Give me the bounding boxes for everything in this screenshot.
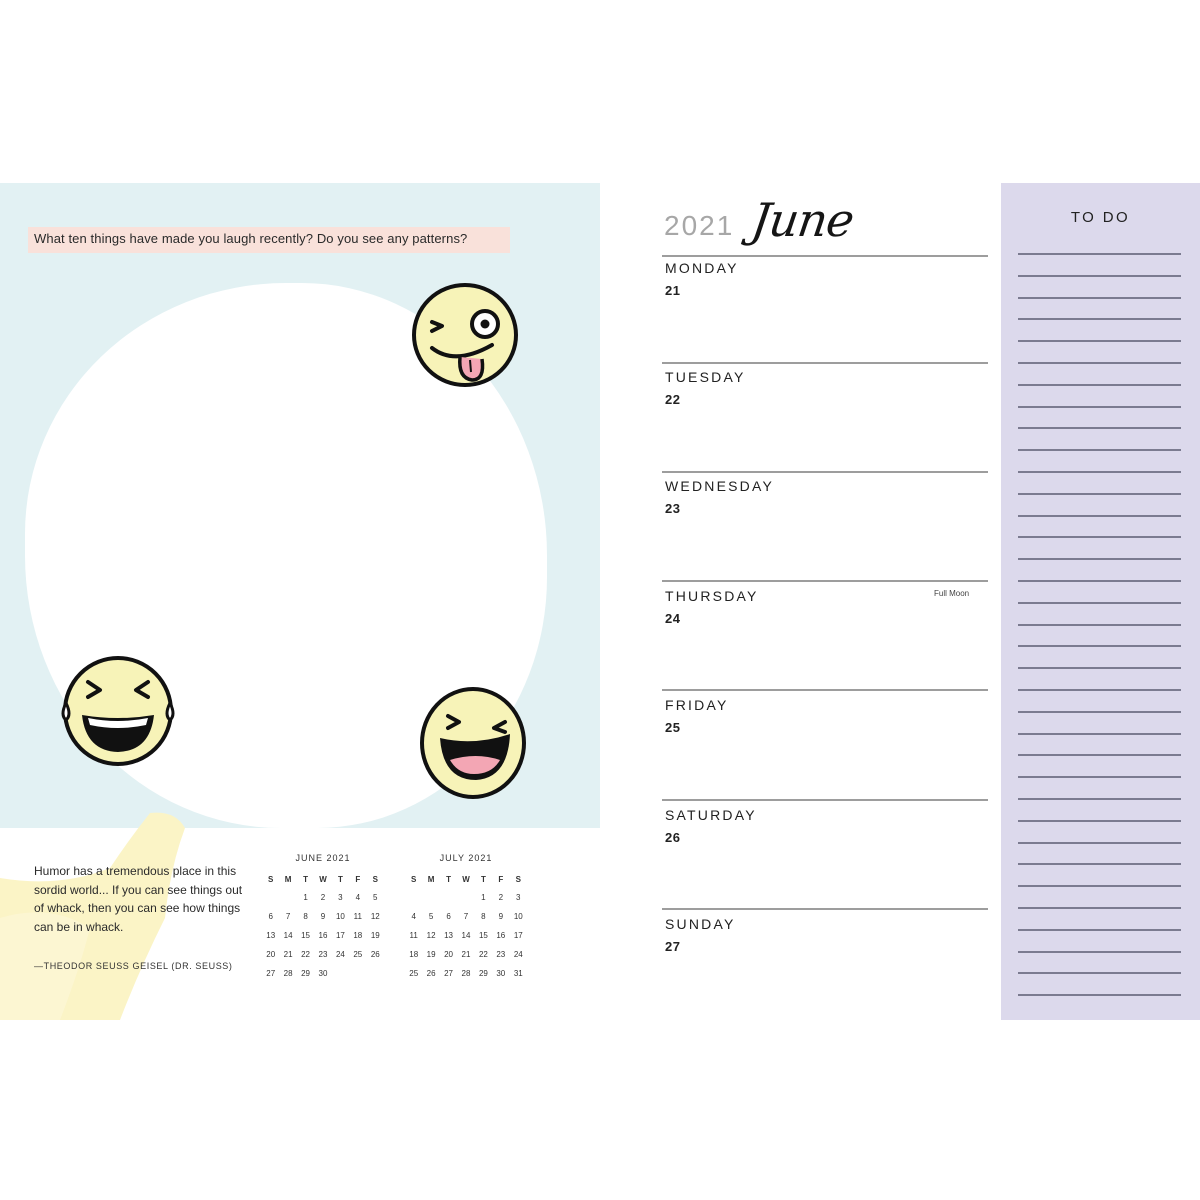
calendar-day-cell[interactable]: 21 — [283, 950, 293, 959]
calendar-day-cell[interactable]: 14 — [461, 931, 471, 940]
weekday-header: S — [268, 874, 274, 884]
todo-line[interactable] — [1018, 645, 1181, 647]
day-number-wednesday[interactable]: 23 — [665, 501, 681, 516]
todo-line[interactable] — [1018, 929, 1181, 931]
weekday-header: S — [411, 874, 417, 884]
todo-line[interactable] — [1018, 471, 1181, 473]
calendar-day-cell[interactable]: 5 — [373, 893, 378, 902]
laughing-emoji-icon — [418, 686, 528, 800]
day-number-monday[interactable]: 21 — [665, 283, 681, 298]
todo-line[interactable] — [1018, 667, 1181, 669]
calendar-day-cell[interactable]: 15 — [301, 931, 310, 940]
calendar-day-cell[interactable]: 13 — [444, 931, 453, 940]
calendar-day-cell[interactable]: 19 — [426, 950, 436, 959]
calendar-day-cell[interactable]: 17 — [513, 931, 523, 940]
todo-line[interactable] — [1018, 536, 1181, 538]
todo-line[interactable] — [1018, 362, 1181, 364]
calendar-week-row — [262, 964, 384, 983]
todo-line[interactable] — [1018, 885, 1181, 887]
mini-calendar-grid — [262, 870, 384, 983]
todo-title: TO DO — [1070, 209, 1131, 226]
calendar-day-cell — [332, 964, 349, 983]
calendar-day-cell[interactable]: 17 — [335, 931, 345, 940]
mini-calendar-june — [262, 853, 384, 983]
calendar-day-cell[interactable]: 2 — [320, 893, 326, 902]
calendar-day-cell[interactable]: 15 — [478, 931, 488, 940]
calendar-day-cell[interactable]: 1 — [303, 893, 308, 902]
todo-line[interactable] — [1018, 624, 1181, 626]
calendar-week-row — [405, 926, 527, 945]
calendar-day-cell[interactable]: 16 — [496, 931, 506, 940]
calendar-day-cell[interactable]: 28 — [283, 969, 293, 978]
calendar-day-cell[interactable]: 27 — [444, 969, 453, 978]
calendar-week-row — [262, 888, 384, 907]
calendar-day-cell[interactable]: 24 — [335, 950, 345, 959]
mini-calendar-title: JULY 2021 — [439, 853, 493, 863]
calendar-day-cell[interactable]: 16 — [318, 931, 328, 940]
day-name-tuesday: TUESDAY — [665, 369, 746, 385]
calendar-day-cell[interactable]: 4 — [411, 912, 416, 921]
calendar-day-cell[interactable]: 2 — [498, 893, 504, 902]
todo-line[interactable] — [1018, 427, 1181, 429]
todo-line[interactable] — [1018, 733, 1181, 735]
todo-line[interactable] — [1018, 994, 1181, 996]
todo-line[interactable] — [1018, 602, 1181, 604]
calendar-day-cell[interactable]: 24 — [513, 950, 523, 959]
calendar-day-cell[interactable]: 22 — [478, 950, 488, 959]
todo-line[interactable] — [1018, 842, 1181, 844]
weekday-header: S — [372, 874, 378, 884]
calendar-day-cell — [457, 888, 474, 907]
calendar-day-cell[interactable]: 11 — [409, 931, 418, 940]
day-number-saturday[interactable]: 26 — [665, 830, 681, 845]
calendar-day-cell[interactable]: 18 — [353, 931, 363, 940]
weekday-header: W — [462, 874, 470, 884]
calendar-week-row — [405, 964, 527, 983]
day-name-sunday: SUNDAY — [665, 916, 736, 932]
calendar-day-cell[interactable]: 30 — [318, 969, 328, 978]
calendar-day-cell — [262, 888, 279, 907]
weekday-header: T — [303, 874, 308, 884]
calendar-day-cell[interactable]: 9 — [320, 912, 326, 921]
calendar-day-cell[interactable]: 26 — [426, 969, 436, 978]
calendar-day-cell[interactable]: 10 — [513, 912, 523, 921]
planner-year: 2021 — [664, 210, 735, 241]
calendar-day-cell — [422, 888, 439, 907]
todo-line[interactable] — [1018, 798, 1181, 800]
weekday-header: T — [337, 874, 343, 884]
mini-calendar-grid — [405, 870, 527, 983]
calendar-day-cell[interactable]: 20 — [266, 950, 276, 959]
planner-month: June — [748, 193, 857, 247]
weekday-header: F — [355, 874, 361, 884]
calendar-day-cell — [405, 888, 422, 907]
calendar-week-row — [262, 945, 384, 964]
todo-line[interactable] — [1018, 340, 1181, 342]
todo-line[interactable] — [1018, 972, 1181, 974]
calendar-day-cell[interactable]: 8 — [303, 912, 308, 921]
weekday-header: T — [446, 874, 451, 884]
day-number-sunday[interactable]: 27 — [665, 939, 681, 954]
calendar-day-cell[interactable]: 5 — [428, 912, 434, 921]
calendar-day-cell[interactable]: 11 — [353, 912, 362, 921]
calendar-day-cell[interactable]: 4 — [355, 893, 361, 902]
todo-line[interactable] — [1018, 275, 1181, 277]
weekday-header: S — [515, 874, 521, 884]
day-divider — [662, 908, 988, 910]
day-divider — [662, 471, 988, 473]
calendar-week-row — [262, 907, 384, 926]
winking-tongue-emoji-icon — [410, 282, 520, 390]
todo-line[interactable] — [1018, 253, 1181, 255]
calendar-day-cell[interactable]: 7 — [463, 912, 469, 921]
calendar-day-cell[interactable]: 31 — [513, 969, 523, 978]
todo-line[interactable] — [1018, 515, 1181, 517]
calendar-week-row — [262, 926, 384, 945]
calendar-day-cell[interactable]: 22 — [301, 950, 310, 959]
calendar-day-cell — [279, 888, 296, 907]
todo-line[interactable] — [1018, 951, 1181, 953]
calendar-day-cell[interactable]: 9 — [498, 912, 504, 921]
calendar-day-cell[interactable]: 26 — [370, 950, 380, 959]
calendar-day-cell[interactable]: 14 — [283, 931, 293, 940]
day-number-tuesday[interactable]: 22 — [665, 392, 681, 407]
day-divider — [662, 362, 988, 364]
calendar-day-cell[interactable]: 6 — [268, 912, 273, 921]
calendar-week-row — [405, 945, 527, 964]
day-name-wednesday: WEDNESDAY — [665, 478, 774, 494]
calendar-day-cell[interactable]: 19 — [370, 931, 380, 940]
tears-of-joy-emoji-icon — [58, 655, 178, 767]
calendar-day-cell[interactable]: 10 — [335, 912, 345, 921]
calendar-day-cell[interactable]: 21 — [461, 950, 471, 959]
weekday-header: T — [480, 874, 486, 884]
calendar-day-cell[interactable]: 12 — [426, 931, 436, 940]
day-divider — [662, 580, 988, 582]
todo-line[interactable] — [1018, 711, 1181, 713]
todo-line[interactable] — [1018, 907, 1181, 909]
day-divider — [662, 689, 988, 691]
todo-line[interactable] — [1018, 689, 1181, 691]
day-number-thursday[interactable]: 24 — [665, 611, 681, 626]
calendar-day-cell[interactable]: 7 — [285, 912, 291, 921]
calendar-day-cell — [367, 964, 384, 983]
day-name-monday: MONDAY — [665, 260, 739, 276]
day-divider — [662, 255, 988, 257]
day-divider — [662, 799, 988, 801]
calendar-day-cell[interactable]: 25 — [353, 950, 363, 959]
calendar-day-cell[interactable]: 30 — [496, 969, 506, 978]
calendar-day-cell[interactable]: 20 — [444, 950, 453, 959]
todo-line[interactable] — [1018, 493, 1181, 495]
todo-line[interactable] — [1018, 318, 1181, 320]
todo-line[interactable] — [1018, 558, 1181, 560]
calendar-day-cell[interactable]: 25 — [409, 969, 419, 978]
calendar-week-row — [405, 888, 527, 907]
calendar-day-cell[interactable]: 23 — [318, 950, 328, 959]
calendar-day-cell[interactable]: 3 — [338, 893, 343, 902]
calendar-day-cell[interactable]: 18 — [409, 950, 419, 959]
calendar-day-cell[interactable]: 13 — [266, 931, 276, 940]
day-name-thursday: THURSDAY — [665, 588, 759, 604]
todo-line[interactable] — [1018, 384, 1181, 386]
calendar-day-cell — [349, 964, 366, 983]
todo-line[interactable] — [1018, 776, 1181, 778]
calendar-day-cell[interactable]: 1 — [481, 893, 486, 902]
journal-prompt: What ten things have made you laugh recently? Do you see any patterns? — [34, 231, 468, 246]
calendar-week-row — [405, 907, 527, 926]
weekday-header: M — [284, 874, 292, 884]
todo-line[interactable] — [1018, 297, 1181, 299]
todo-line[interactable] — [1018, 580, 1181, 582]
day-number-friday[interactable]: 25 — [665, 720, 681, 735]
quote-text: Humor has a tremendous place in this sordid world... If you can see things out of whack, then you can see how things can be in whack. — [34, 864, 243, 934]
calendar-day-cell[interactable]: 28 — [461, 969, 471, 978]
todo-line[interactable] — [1018, 863, 1181, 865]
calendar-day-cell[interactable]: 6 — [446, 912, 451, 921]
weekday-header: M — [427, 874, 435, 884]
calendar-day-cell[interactable]: 12 — [370, 912, 380, 921]
quote-author: —THEODOR SEUSS GEISEL (DR. SEUSS) — [34, 961, 233, 971]
weekday-header: F — [498, 874, 504, 884]
mini-calendar-july — [405, 853, 527, 983]
calendar-day-cell[interactable]: 3 — [516, 893, 521, 902]
calendar-day-cell — [440, 888, 457, 907]
calendar-day-cell[interactable]: 23 — [496, 950, 506, 959]
day-name-saturday: SATURDAY — [665, 807, 757, 823]
todo-line[interactable] — [1018, 449, 1181, 451]
calendar-day-cell[interactable]: 27 — [266, 969, 276, 978]
todo-line[interactable] — [1018, 406, 1181, 408]
weekday-header: W — [319, 874, 327, 884]
todo-line[interactable] — [1018, 754, 1181, 756]
calendar-day-cell[interactable]: 8 — [481, 912, 486, 921]
todo-line[interactable] — [1018, 820, 1181, 822]
mini-calendar-title: JUNE 2021 — [295, 853, 351, 863]
full-moon-note: Full Moon — [934, 589, 970, 598]
calendar-day-cell[interactable]: 29 — [478, 969, 488, 978]
day-name-friday: FRIDAY — [665, 697, 729, 713]
calendar-day-cell[interactable]: 29 — [301, 969, 310, 978]
